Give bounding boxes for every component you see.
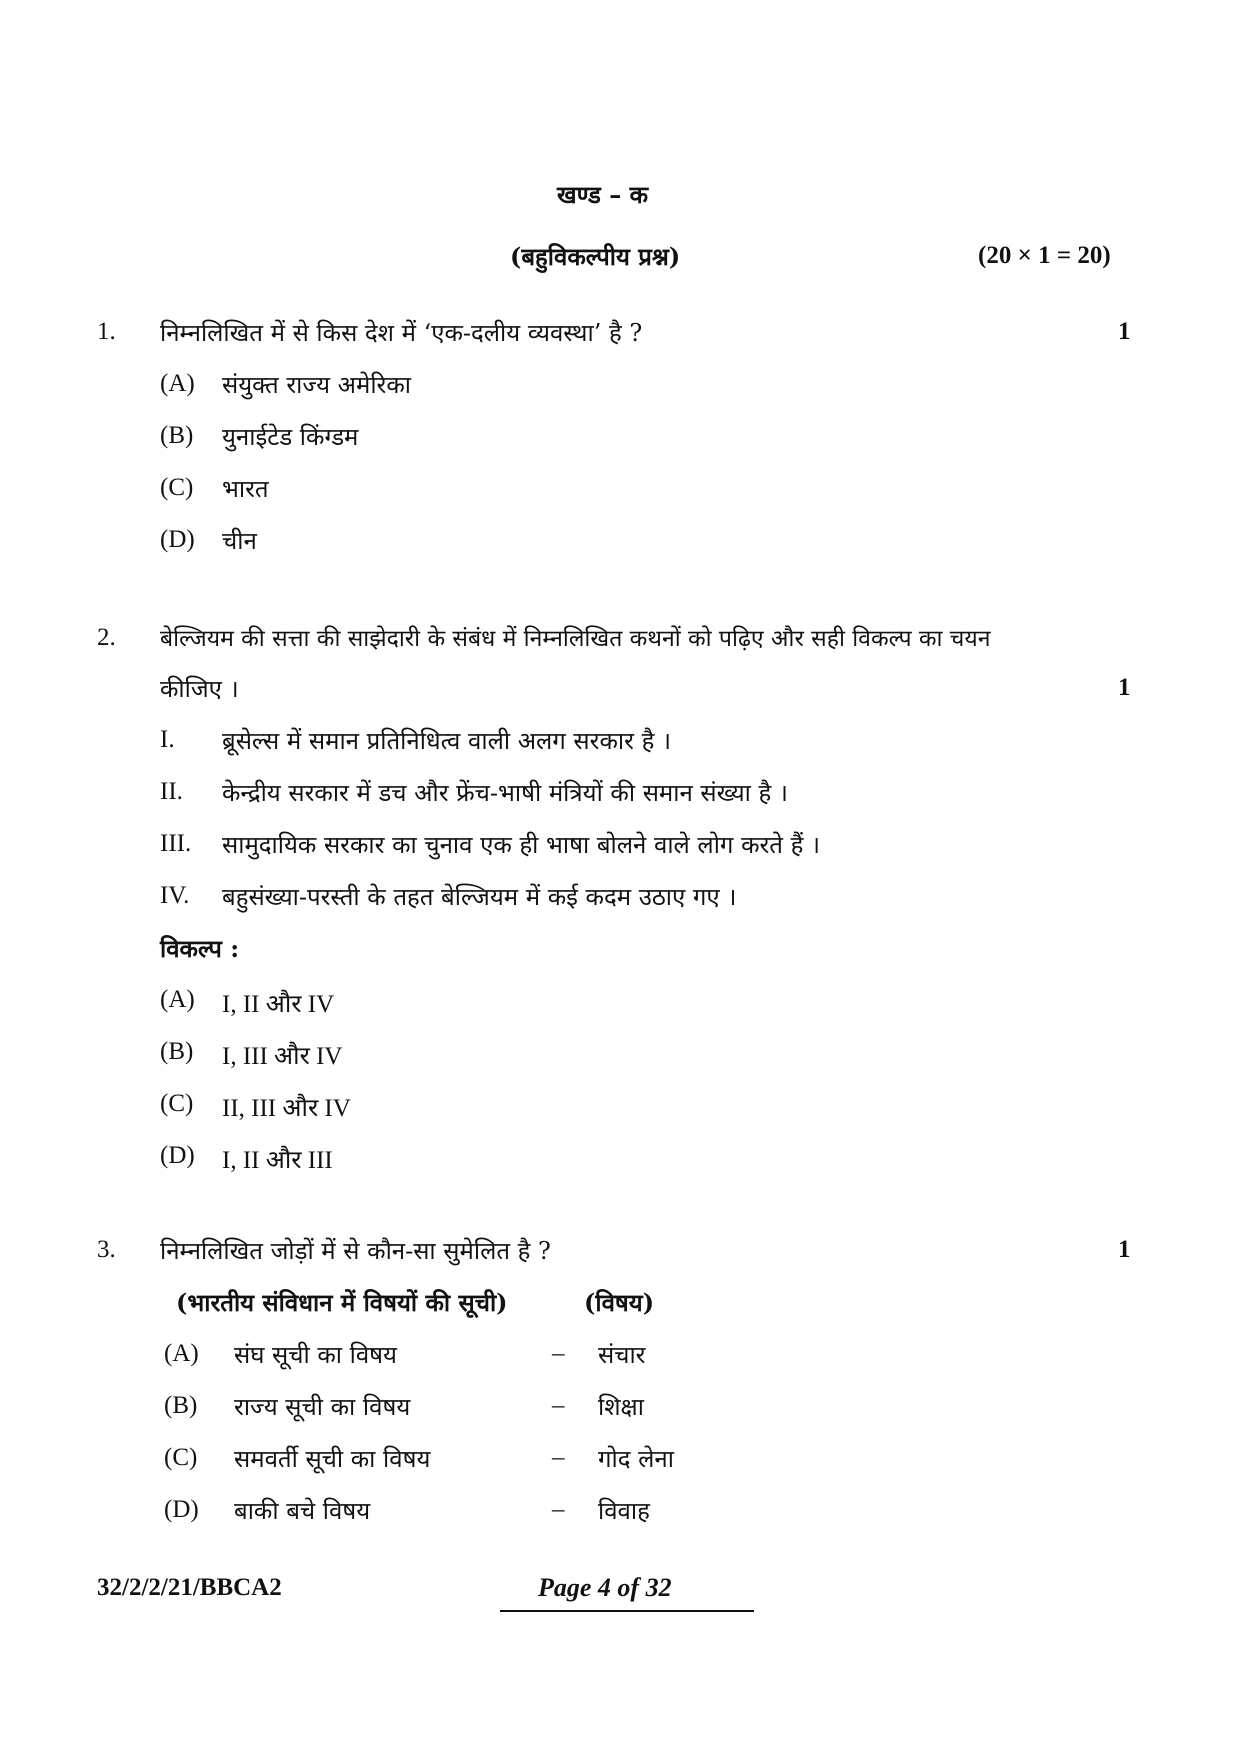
pair-left: राज्य सूची का विषय xyxy=(234,1393,411,1421)
statement-label: II. xyxy=(160,778,183,805)
pair-left: संघ सूची का विषय xyxy=(234,1341,397,1369)
question-marks: 1 xyxy=(1118,318,1131,345)
question-marks: 1 xyxy=(1118,1236,1131,1263)
pair-label: (D) xyxy=(164,1496,199,1523)
footer-page-number: Page 4 of 32 xyxy=(538,1573,672,1602)
question-number: 1. xyxy=(97,318,116,345)
pair-label: (C) xyxy=(164,1444,198,1471)
option-text: युनाईटेड किंग्डम xyxy=(222,423,359,451)
statement-text: बहुसंख्या-परस्ती के तहत बेल्जियम में कई कदम उठाए गए । xyxy=(222,883,737,911)
statement-text: सामुदायिक सरकार का चुनाव एक ही भाषा बोलने वाले लोग करते हैं । xyxy=(222,831,821,859)
option-label: (C) xyxy=(160,474,194,501)
footer-paper-code: 32/2/2/21/BBCA2 xyxy=(97,1574,282,1601)
pair-left: बाकी बचे विषय xyxy=(234,1497,371,1525)
pair-label: (B) xyxy=(164,1392,198,1419)
statement-label: I. xyxy=(160,726,175,753)
option-label: (B) xyxy=(160,422,194,449)
question-number: 2. xyxy=(97,624,116,651)
pair-dash: – xyxy=(552,1392,565,1419)
question-text: निम्नलिखित में से किस देश में ‘एक-दलीय व्यवस्था’ है ? xyxy=(160,319,643,347)
pair-dash: – xyxy=(552,1340,565,1367)
question-text-line2: कीजिए । xyxy=(160,675,239,703)
option-label: (D) xyxy=(160,1142,195,1169)
option-label: (C) xyxy=(160,1090,194,1117)
footer-underline xyxy=(500,1610,754,1612)
option-text: I, II और III xyxy=(222,1147,333,1174)
column-header-left: (भारतीय संविधान में विषयों की सूची) xyxy=(176,1288,508,1317)
pair-right: गोद लेना xyxy=(598,1445,674,1473)
option-text: I, II और IV xyxy=(222,991,335,1018)
options-heading: विकल्प : xyxy=(160,934,240,963)
question-text: निम्नलिखित जोड़ों में से कौन-सा सुमेलित है ? xyxy=(160,1237,551,1265)
option-text: I, III और IV xyxy=(222,1043,343,1070)
pair-label: (A) xyxy=(164,1340,199,1367)
statement-label: III. xyxy=(160,830,192,857)
statement-text: ब्रूसेल्स में समान प्रतिनिधित्व वाली अलग सरकार है । xyxy=(222,727,672,755)
pair-dash: – xyxy=(552,1496,565,1523)
section-title: खण्ड – क xyxy=(557,180,649,209)
pair-left: समवर्ती सूची का विषय xyxy=(234,1445,431,1473)
section-marks-formula: (20 × 1 = 20) xyxy=(978,242,1111,269)
question-marks: 1 xyxy=(1118,674,1131,701)
column-header-right: (विषय) xyxy=(584,1288,655,1317)
option-label: (A) xyxy=(160,986,195,1013)
option-text: संयुक्त राज्य अमेरिका xyxy=(222,371,411,399)
pair-right: संचार xyxy=(598,1341,646,1369)
statement-text: केन्द्रीय सरकार में डच और फ्रेंच-भाषी मंत्रियों की समान संख्या है । xyxy=(222,779,788,807)
question-text-line1: बेल्जियम की सत्ता की साझेदारी के संबंध में निम्नलिखित कथनों को पढ़िए और सही विकल्प का चयन xyxy=(160,626,991,652)
section-subtitle: (बहुविकल्पीय प्रश्न) xyxy=(510,242,681,271)
option-label: (A) xyxy=(160,370,195,397)
statement-label: IV. xyxy=(160,882,190,909)
option-text: II, III और IV xyxy=(222,1095,351,1122)
pair-dash: – xyxy=(552,1444,565,1471)
question-number: 3. xyxy=(97,1236,116,1263)
option-text: भारत xyxy=(222,475,269,503)
option-label: (B) xyxy=(160,1038,194,1065)
pair-right: विवाह xyxy=(598,1497,650,1525)
option-text: चीन xyxy=(222,527,257,555)
option-label: (D) xyxy=(160,526,195,553)
pair-right: शिक्षा xyxy=(598,1393,644,1421)
